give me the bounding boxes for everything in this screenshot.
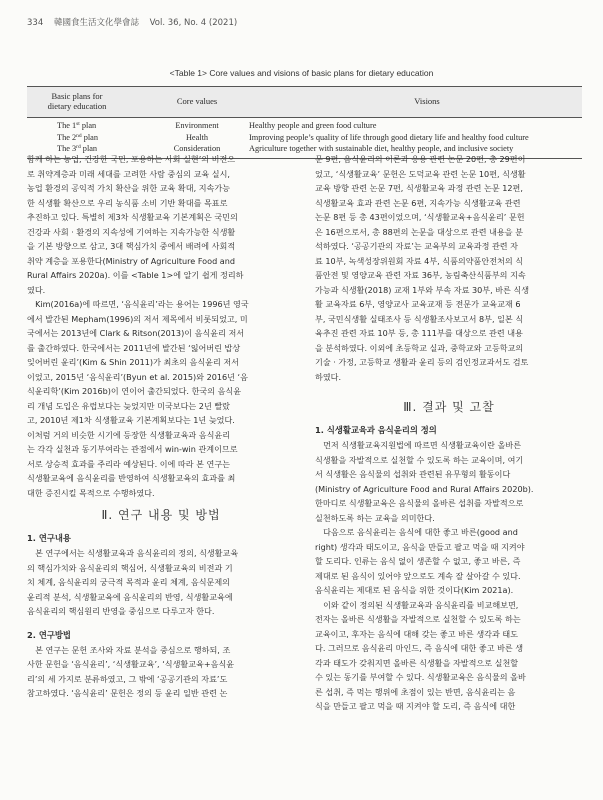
body-line: 의 핵심가치와 음식윤리의 핵심어, 식생활교육의 비전과 기 [27, 562, 233, 573]
body-line: 품안전 및 영양교육 관련 자료 36부, 농림축산식품부의 지속 [315, 270, 526, 280]
vision-cell: Improving people’s quality of life through good dietary life and healthy food culture [249, 132, 529, 142]
body-line: 음식윤리의 핵심원리 반영을 중심으로 다루고자 한다. [27, 606, 215, 616]
subsection-title: 2. 연구방법 [27, 629, 71, 640]
body-line: 른 섭취, 즉 먹는 행위에 초점이 있는 반면, 음식윤리는 음 [315, 686, 516, 697]
body-line: Kim(2016a)에 따르면, ‘음식윤리’라는 용어는 1996년 영국 [27, 299, 249, 309]
subsection-title: 1. 연구내용 [27, 533, 71, 543]
body-line: 다음으로 음식윤리는 음식에 대한 좋고 바른(good and [315, 527, 518, 537]
body-line: 이처럼 거의 비슷한 시기에 등장한 식생활교육과 음식윤리 [27, 429, 231, 440]
body-line: 리’의 세 가지로 분류하였고, 그 밖에 ‘공공기관의 자료’도 [27, 673, 228, 684]
table-caption: <Table 1> Core values and visions of basic plans for dietary education [169, 68, 434, 78]
plan-cell: The 3rd plan [57, 144, 98, 153]
body-line: 농업 환경의 공익적 가치 확산을 위한 교육 확대, 지속가능 [27, 183, 230, 193]
body-line: 을 기본 방향으로 삼고, 3대 핵심가치 중에서 배려에 사회적 [27, 241, 236, 251]
body-line: 교육이고, 후자는 음식에 대해 갖는 좋고 바른 생각과 태도 [315, 628, 518, 639]
body-line: 료 10부, 녹색성장위원회 자료 4부, 식품의약품안전처의 식 [315, 255, 524, 266]
body-line: 로 취약계층과 미래 세대를 고려한 사람 중심의 교육 실시, [27, 168, 230, 179]
body-line: 하였다. [315, 371, 342, 382]
body-line: 문 9편, 음식윤리의 이론과 응용 관련 논문 20편, 총 29편이 [315, 154, 526, 164]
body-line: 한마디로 식생활교육은 음식물의 올바른 섭취를 자발적으로 [315, 498, 524, 508]
body-line: 다. 그러므로 음식윤리 마인드, 즉 음식에 대한 좋고 바른 생 [315, 643, 524, 653]
body-line: 치 체계, 음식윤리의 궁극적 목적과 윤리 체계, 음식문제의 [27, 577, 230, 587]
header-core-values: Core values [176, 96, 218, 106]
body-line: 었고, ‘식생활교육’ 문헌은 도덕교육 관련 논문 10편, 식생활 [315, 168, 526, 179]
body-line: 본 연구는 문헌 조사와 자료 분석을 중심으로 행하되, 조 [27, 644, 231, 655]
body-line: 석하였다. ‘공공기관의 자료’는 교육부의 교육과정 관련 자 [315, 241, 518, 251]
volume-info: Vol. 36, No. 4 (2021) [149, 18, 238, 28]
body-line: 대한 증진시킬 목적으로 수행하였다. [27, 487, 155, 498]
core-value-cell: Health [185, 132, 209, 142]
body-line: 음식윤리는 제대로 된 음식을 위한 것이다(Kim 2021a). [315, 585, 514, 595]
page-number: 334 [27, 18, 44, 28]
body-line: 국에서는 2013년에 Clark & Ritson(2013)이 음식윤리 저서 [27, 328, 245, 338]
body-line: 전자는 올바른 식생활을 자발적으로 실천할 수 있도록 하는 [315, 614, 521, 624]
plan-cell: The 1st plan [57, 121, 97, 130]
body-line: 식윤리학’(Kim 2016b)이 연이어 출간되었다. 한국의 음식윤 [27, 386, 242, 396]
body-line: 이와 같이 정의된 식생활교육과 음식윤리를 비교해보면, [315, 599, 519, 610]
body-line: 잊어버린 윤리’(Kim & Shin 2011)가 최초의 음식윤리 저서 [27, 357, 239, 367]
body-line: (Ministry of Agriculture Food and Rural Affairs 2020b). [315, 483, 534, 494]
body-line: 육추진 관련 자료 10부 등, 총 111부를 대상으로 관련 내용 [315, 328, 523, 338]
body-line: 사한 문헌을 ‘음식윤리’, ‘식생활교육’, ‘식생활교육+음식윤 [27, 659, 235, 669]
vision-cell: Agriculture together with sustainable diet, healthy people, and inclusive society [249, 144, 514, 153]
body-line: 를 출간하였다. 한국에서는 2011년에 발간된 ‘잃어버린 밥상 [27, 342, 241, 353]
core-value-cell: Consideration [173, 144, 221, 153]
spacer [27, 619, 295, 627]
body-line: 고, 2010년 제1차 식생활교육 기본계획보다는 1년 늦었다. [27, 415, 235, 425]
running-header [27, 16, 245, 28]
body-line: 에서 발간된 Mepham(1996)의 저서 제목에서 비롯되었고, 미 [27, 313, 248, 324]
body-line: 을 분석하였다. 이외에 초등학교 실과, 중학교와 고등학교의 [315, 342, 524, 353]
body-line: 논문 8편 등 총 43편이었으며, ‘식생활교육+음식윤리’ 문헌 [315, 212, 525, 222]
section-title: Ⅲ. 결과 및 고찰 [403, 400, 495, 414]
body-line: 교육 방향 관련 논문 7편, 식생활교육 과정 관련 논문 12편, [315, 183, 523, 193]
body-line: 식을 만들고 팔고 먹을 때 지켜야 할 도리, 즉 음식에 대한 [315, 701, 516, 711]
body-line: 함께 하는 농업, 건강한 국민, 포용하는 사회 실현’의 비전으 [27, 154, 236, 164]
body-line: 였다. [27, 284, 46, 295]
body-line: right) 생각과 태도이고, 음식을 만들고 팔고 먹을 때 지켜야 [315, 541, 525, 552]
body-line: 서로 상승적 효과를 주리라 예상된다. 이에 따라 본 연구는 [27, 458, 230, 469]
left-column [27, 152, 295, 701]
body-line: 부, 국민식생활 실태조사 등 식생활조사보고서 8부, 일본 식 [315, 313, 524, 324]
body-line: 각과 태도가 갖춰지면 올바른 식생활을 자발적으로 실천할 [315, 657, 519, 668]
body-line: 식생활을 자발적으로 실천할 수 있도록 하는 교육이며, 여기 [315, 454, 524, 465]
header-plan: Basic plans for dietary education [47, 91, 107, 111]
body-line: 식생활교육에 음식윤리를 반영하여 식생활교육의 효과를 최 [27, 473, 236, 483]
subsection-title: 1. 식생활교육과 음식윤리의 정의 [315, 425, 437, 435]
body-line: 윤리적 분석, 식생활교육에 음식윤리의 반영, 식생활교육에 [27, 591, 233, 602]
body-line: 기술 · 가정, 고등학교 생활과 윤리 등의 검인정교과서도 검토 [315, 357, 529, 367]
table-row [27, 133, 582, 144]
body-line: 식생활교육 효과 관련 논문 6편, 지속가능 식생활교육 관련 [315, 197, 521, 208]
body-line: 건강과 사회 · 환경의 지속성에 기여하는 지속가능한 식생활 [27, 226, 236, 237]
section-title: Ⅱ. 연구 내용 및 방법 [101, 508, 221, 522]
table-row [27, 121, 582, 132]
body-line: 한 식생활 확산으로 우리 농식품 소비 기반 확대를 목표로 [27, 197, 228, 208]
body-line: 리 개념 도입은 유럽보다는 늦었지만 미국보다는 2년 빨랐 [27, 400, 230, 411]
spacer [315, 384, 583, 392]
body-line: 가능과 식생활(2018) 교재 1부와 부속 자료 30부, 바른 식생 [315, 284, 530, 295]
plans-table [27, 86, 582, 159]
body-line: 수 있는 동기를 부여할 수 있다. 식생활교육은 음식물의 올바 [315, 672, 526, 682]
body-line: 실천하도록 하는 교육을 의미한다. [315, 512, 435, 523]
journal-name: 韓國食生活文化學會誌 [53, 18, 139, 28]
right-column [315, 152, 583, 714]
vision-cell: Healthy people and green food culture [249, 121, 377, 130]
body-line: 추진하고 있다. 특별히 제3차 식생활교육 기본계획은 국민의 [27, 212, 238, 222]
table-header-row [27, 86, 582, 118]
body-line: 본 연구에서는 식생활교육과 음식윤리의 정의, 식생활교육 [27, 548, 239, 558]
body-line: 서 식생활은 음식물의 섭취와 관련된 유무형의 활동이다 [315, 469, 511, 479]
body-line: 활 교육자료 6부, 영양교사 교육교재 등 전문가 교육교재 6 [315, 299, 521, 309]
body-line: 할 도리다. 인류는 음식 없이 생존할 수 없고, 좋고 바른, 즉 [315, 556, 521, 566]
body-line: 는 각각 실천과 동기부여라는 관점에서 win-win 관계이므로 [27, 444, 238, 454]
header-visions: Visions [414, 96, 440, 106]
body-line: 먼저 식생활교육지원법에 따르면 식생활교육이란 올바른 [315, 440, 522, 450]
body-line: 이었고, 2015년 ‘음식윤리’(Byun et al. 2015)와 2016년 ‘음 [27, 371, 248, 382]
body-line: 취약 계층을 포용한다(Ministry of Agriculture Food and [27, 255, 236, 266]
body-line: 은 16편으로서, 총 88편의 논문을 대상으로 관련 내용을 분 [315, 226, 523, 237]
body-line: 제대로 된 음식이 있어야 앞으로도 계속 잘 살아갈 수 있다. [315, 570, 521, 581]
plan-cell: The 2nd plan [57, 132, 98, 142]
body-line: Rural Affairs 2020a). 이를 <Table 1>에 알기 쉽게 정리하 [27, 270, 244, 280]
core-value-cell: Environment [175, 121, 219, 130]
body-line: 참고하였다. ‘음식윤리’ 문헌은 정의 등 윤리 일반 관련 논 [27, 688, 228, 698]
